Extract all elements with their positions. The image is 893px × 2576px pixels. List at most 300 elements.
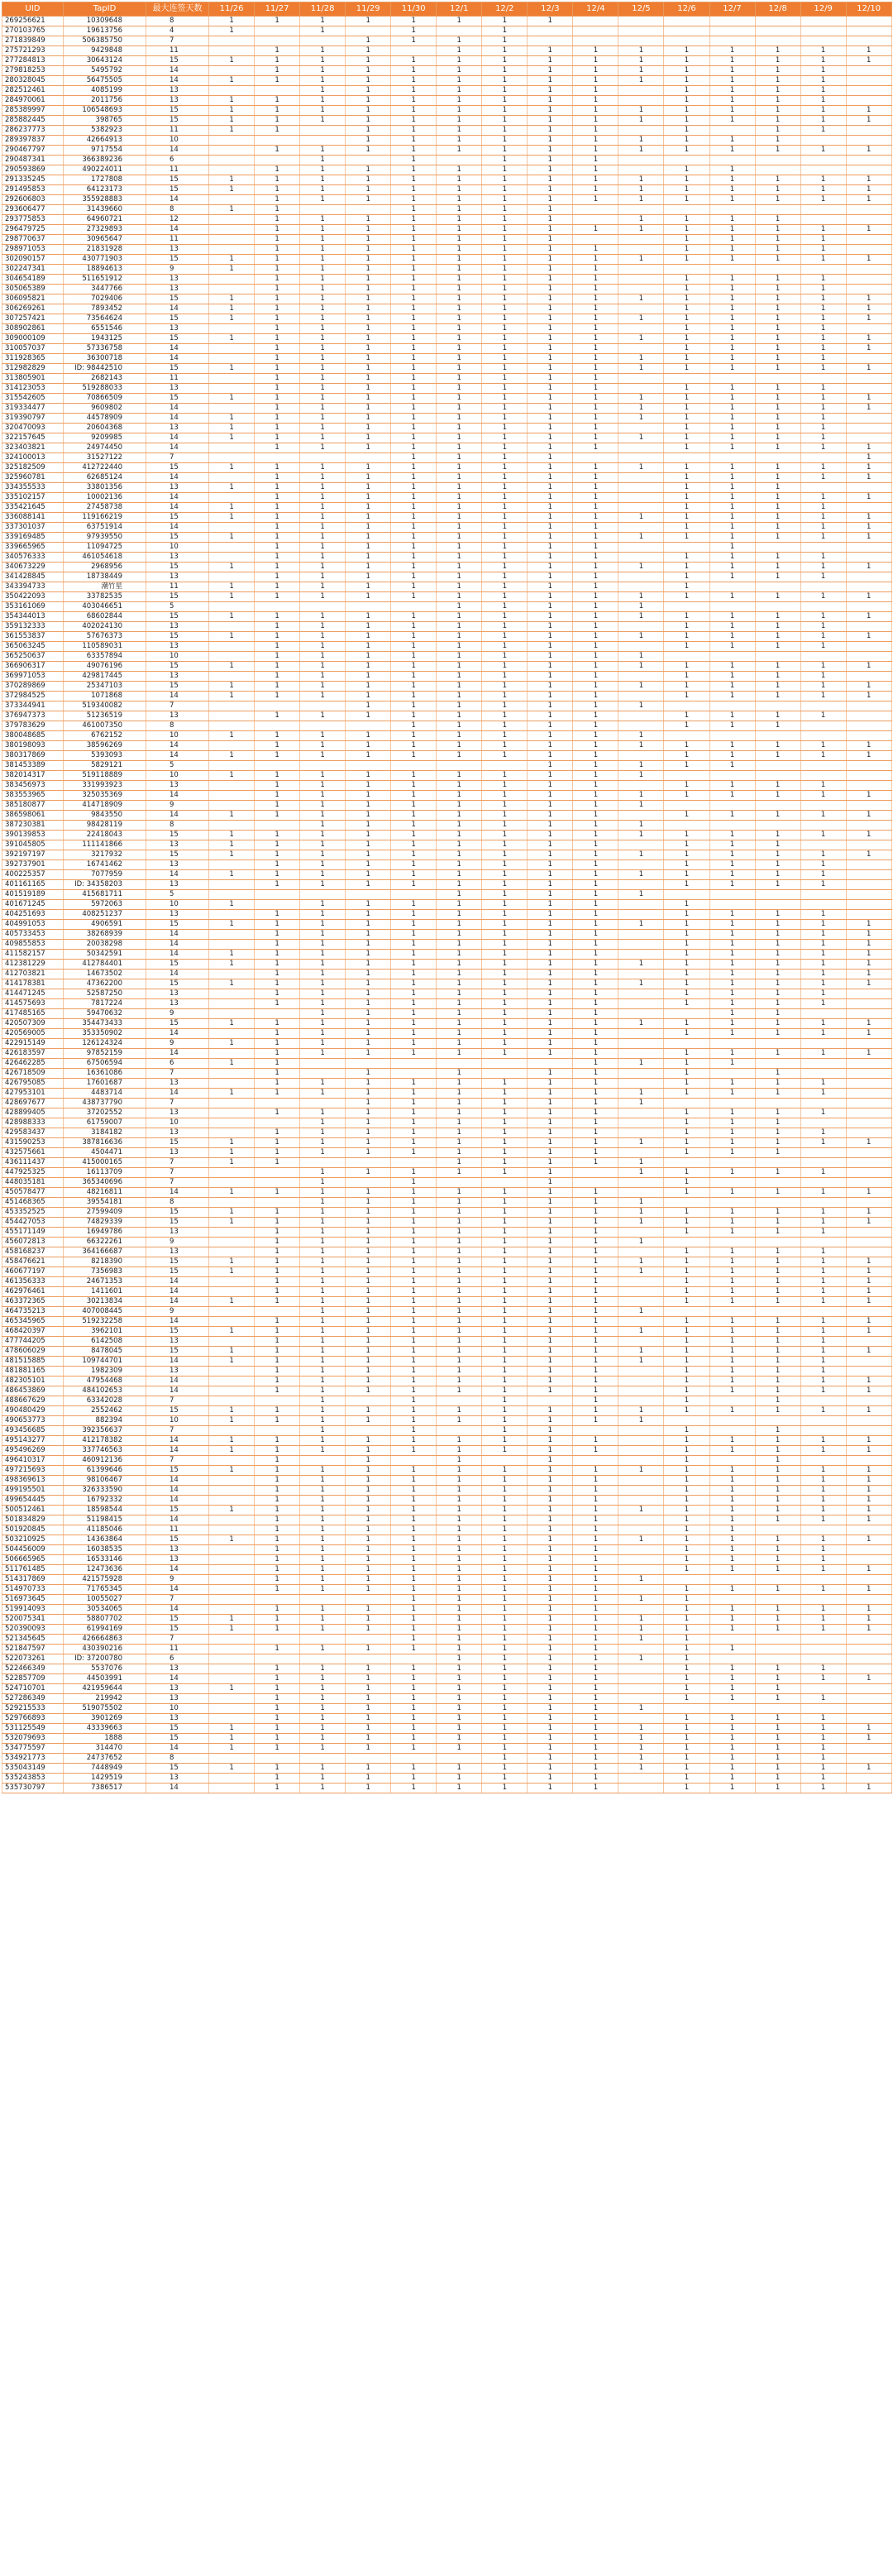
cell-sign-in: 1 (528, 751, 573, 761)
cell-sign-in (755, 165, 800, 175)
cell-sign-in: 1 (209, 979, 255, 989)
cell-sign-in: 1 (437, 642, 482, 652)
cell-sign-in: 1 (300, 66, 346, 76)
cell-sign-in: 1 (846, 1446, 891, 1456)
cell-sign-in: 1 (846, 979, 891, 989)
cell-tapid: 9609802 (64, 404, 146, 414)
cell-sign-in (755, 156, 800, 165)
cell-sign-in: 1 (846, 1317, 891, 1327)
cell-sign-in: 1 (346, 1069, 391, 1079)
cell-sign-in: 1 (437, 1218, 482, 1228)
cell-sign-in: 1 (573, 513, 618, 523)
cell-sign-in: 1 (755, 185, 800, 195)
cell-sign-in: 1 (709, 275, 755, 285)
cell-sign-in: 1 (391, 1377, 437, 1386)
cell-sign-in: 1 (255, 672, 300, 682)
cell-tapid: 20038298 (64, 940, 146, 950)
cell-sign-in: 1 (800, 1515, 846, 1525)
cell-tapid: 63342028 (64, 1396, 146, 1406)
cell-sign-in: 1 (528, 1198, 573, 1208)
cell-sign-in: 1 (300, 553, 346, 563)
cell-sign-in (618, 1784, 664, 1793)
cell-sign-in: 1 (800, 146, 846, 156)
table-row (2, 950, 892, 960)
cell-sign-in: 1 (346, 533, 391, 543)
cell-uid: 412381229 (2, 960, 64, 970)
cell-sign-in: 1 (209, 433, 255, 443)
cell-uid: 531125549 (2, 1724, 64, 1734)
cell-sign-in: 1 (209, 314, 255, 324)
cell-sign-in (800, 543, 846, 553)
cell-sign-in: 1 (664, 463, 709, 473)
cell-sign-in: 1 (573, 146, 618, 156)
cell-sign-in: 1 (573, 304, 618, 314)
cell-sign-in (846, 1684, 891, 1694)
cell-sign-in (664, 156, 709, 165)
cell-sign-in: 1 (664, 424, 709, 433)
cell-sign-in (846, 265, 891, 275)
table-row (2, 26, 892, 36)
cell-sign-in: 1 (391, 1734, 437, 1744)
cell-sign-in: 1 (391, 195, 437, 205)
cell-sign-in: 1 (528, 940, 573, 950)
table-row (2, 523, 892, 533)
cell-sign-in: 1 (255, 1446, 300, 1456)
cell-sign-in: 1 (573, 553, 618, 563)
cell-sign-in: 1 (391, 1089, 437, 1099)
cell-sign-in: 1 (528, 821, 573, 831)
cell-sign-in: 1 (209, 1089, 255, 1099)
cell-tapid: 408251237 (64, 910, 146, 920)
cell-sign-in: 1 (846, 533, 891, 543)
cell-sign-in: 1 (255, 1784, 300, 1793)
cell-sign-in (846, 1108, 891, 1118)
cell-sign-in (618, 999, 664, 1009)
cell-sign-in: 1 (482, 1734, 528, 1744)
cell-sign-in: 1 (391, 1188, 437, 1198)
cell-uid: 468420397 (2, 1327, 64, 1337)
cell-sign-in: 1 (664, 314, 709, 324)
cell-max-streak: 14 (146, 225, 209, 235)
header-tapid: TapID (64, 2, 146, 17)
cell-sign-in: 1 (346, 771, 391, 781)
cell-sign-in: 1 (755, 394, 800, 404)
cell-sign-in: 1 (346, 463, 391, 473)
cell-sign-in: 1 (391, 1476, 437, 1486)
cell-sign-in: 1 (391, 1257, 437, 1267)
cell-sign-in: 1 (800, 404, 846, 414)
cell-sign-in (709, 1416, 755, 1426)
cell-sign-in (846, 285, 891, 294)
cell-sign-in: 1 (391, 235, 437, 245)
cell-sign-in: 1 (437, 66, 482, 76)
cell-sign-in: 1 (709, 1525, 755, 1535)
cell-sign-in: 1 (709, 66, 755, 76)
cell-sign-in: 1 (755, 1764, 800, 1774)
cell-sign-in: 1 (664, 275, 709, 285)
cell-sign-in: 1 (664, 910, 709, 920)
cell-sign-in: 1 (800, 56, 846, 66)
cell-sign-in: 1 (482, 453, 528, 463)
cell-max-streak: 15 (146, 294, 209, 304)
cell-sign-in: 1 (482, 334, 528, 344)
cell-sign-in: 1 (664, 1138, 709, 1148)
cell-sign-in (846, 1168, 891, 1178)
table-row (2, 672, 892, 682)
cell-max-streak: 7 (146, 36, 209, 46)
cell-sign-in: 1 (618, 632, 664, 642)
cell-max-streak: 14 (146, 1585, 209, 1595)
cell-sign-in: 1 (482, 1774, 528, 1784)
cell-sign-in: 1 (618, 602, 664, 612)
cell-max-streak: 6 (146, 1654, 209, 1664)
table-row (2, 1595, 892, 1605)
cell-sign-in (573, 1426, 618, 1436)
cell-sign-in: 1 (709, 384, 755, 394)
cell-max-streak: 15 (146, 255, 209, 265)
cell-sign-in (346, 1158, 391, 1168)
cell-sign-in: 1 (800, 1664, 846, 1674)
cell-sign-in: 1 (528, 1605, 573, 1615)
cell-sign-in (209, 880, 255, 890)
cell-sign-in: 1 (482, 424, 528, 433)
cell-sign-in: 1 (300, 245, 346, 255)
cell-sign-in: 1 (800, 960, 846, 970)
cell-sign-in: 1 (664, 1436, 709, 1446)
cell-sign-in (709, 582, 755, 592)
cell-sign-in: 1 (209, 1764, 255, 1774)
cell-sign-in: 1 (709, 1684, 755, 1694)
cell-sign-in: 1 (300, 1605, 346, 1615)
cell-sign-in: 1 (755, 1029, 800, 1039)
cell-sign-in: 1 (709, 811, 755, 821)
cell-sign-in: 1 (437, 1664, 482, 1674)
cell-sign-in: 1 (300, 1307, 346, 1317)
cell-max-streak: 14 (146, 692, 209, 701)
cell-sign-in: 1 (300, 1317, 346, 1327)
cell-sign-in: 1 (300, 1515, 346, 1525)
cell-sign-in: 1 (255, 920, 300, 930)
cell-sign-in: 1 (573, 1158, 618, 1168)
cell-sign-in: 1 (800, 751, 846, 761)
cell-sign-in (255, 900, 300, 910)
cell-sign-in: 1 (846, 1565, 891, 1575)
cell-sign-in: 1 (528, 1575, 573, 1585)
cell-tapid: 4085199 (64, 86, 146, 96)
cell-sign-in: 1 (300, 493, 346, 503)
table-row (2, 1684, 892, 1694)
cell-sign-in (755, 1307, 800, 1317)
cell-sign-in (255, 26, 300, 36)
cell-sign-in: 1 (573, 1406, 618, 1416)
cell-sign-in (618, 1605, 664, 1615)
cell-sign-in: 1 (664, 1694, 709, 1704)
cell-sign-in (846, 235, 891, 245)
cell-sign-in: 1 (573, 1545, 618, 1555)
cell-sign-in: 1 (255, 1436, 300, 1446)
cell-max-streak: 14 (146, 1605, 209, 1615)
cell-sign-in: 1 (800, 1466, 846, 1476)
cell-sign-in: 1 (709, 682, 755, 692)
cell-sign-in: 1 (300, 1535, 346, 1545)
cell-sign-in: 1 (755, 1218, 800, 1228)
cell-uid: 293606477 (2, 205, 64, 215)
cell-sign-in: 1 (709, 1674, 755, 1684)
cell-sign-in: 1 (846, 255, 891, 265)
cell-sign-in: 1 (573, 801, 618, 811)
cell-sign-in: 1 (482, 999, 528, 1009)
cell-sign-in (664, 801, 709, 811)
cell-sign-in: 1 (528, 1228, 573, 1238)
cell-sign-in: 1 (664, 1277, 709, 1287)
cell-sign-in: 1 (300, 910, 346, 920)
cell-sign-in: 1 (709, 215, 755, 225)
cell-sign-in: 1 (528, 1496, 573, 1506)
cell-sign-in: 1 (300, 265, 346, 275)
cell-sign-in (846, 771, 891, 781)
cell-sign-in: 1 (300, 1615, 346, 1625)
cell-sign-in (437, 1426, 482, 1436)
cell-max-streak: 15 (146, 1466, 209, 1476)
cell-sign-in: 1 (346, 1446, 391, 1456)
cell-sign-in: 1 (755, 1128, 800, 1138)
cell-max-streak: 9 (146, 1575, 209, 1585)
cell-sign-in: 1 (437, 821, 482, 831)
cell-sign-in: 1 (573, 970, 618, 979)
cell-max-streak: 13 (146, 96, 209, 106)
cell-max-streak: 15 (146, 831, 209, 840)
cell-sign-in: 1 (618, 136, 664, 146)
cell-sign-in (346, 156, 391, 165)
cell-sign-in: 1 (346, 701, 391, 711)
table-row (2, 1386, 892, 1396)
table-row (2, 1059, 892, 1069)
cell-sign-in: 1 (437, 960, 482, 970)
cell-sign-in (300, 701, 346, 711)
cell-sign-in: 1 (437, 1506, 482, 1515)
cell-sign-in: 1 (391, 344, 437, 354)
cell-sign-in: 1 (755, 1426, 800, 1436)
table-row (2, 1069, 892, 1079)
cell-sign-in: 1 (391, 582, 437, 592)
cell-sign-in (618, 453, 664, 463)
cell-sign-in: 1 (482, 701, 528, 711)
cell-sign-in: 1 (528, 453, 573, 463)
cell-sign-in: 1 (437, 1238, 482, 1247)
cell-max-streak: 14 (146, 870, 209, 880)
cell-tapid: 412722440 (64, 463, 146, 473)
cell-sign-in: 1 (800, 1476, 846, 1486)
cell-sign-in: 1 (709, 255, 755, 265)
cell-sign-in: 1 (346, 652, 391, 662)
cell-sign-in (255, 1396, 300, 1406)
cell-max-streak: 15 (146, 185, 209, 195)
cell-sign-in: 1 (664, 116, 709, 126)
cell-sign-in: 1 (437, 1674, 482, 1684)
cell-sign-in: 1 (391, 930, 437, 940)
cell-sign-in: 1 (709, 791, 755, 801)
cell-sign-in: 1 (255, 1188, 300, 1198)
cell-sign-in: 1 (800, 1625, 846, 1635)
cell-sign-in: 1 (391, 1714, 437, 1724)
cell-sign-in: 1 (346, 811, 391, 821)
cell-sign-in: 1 (255, 513, 300, 523)
cell-tapid: 27599409 (64, 1208, 146, 1218)
cell-sign-in: 1 (573, 950, 618, 960)
cell-sign-in (709, 1178, 755, 1188)
table-row (2, 503, 892, 513)
cell-sign-in (846, 414, 891, 424)
cell-sign-in: 1 (300, 1545, 346, 1555)
cell-sign-in (618, 1525, 664, 1535)
cell-sign-in: 1 (437, 1416, 482, 1426)
cell-sign-in: 1 (482, 275, 528, 285)
cell-uid: 335421645 (2, 503, 64, 513)
cell-uid: 383553965 (2, 791, 64, 801)
cell-sign-in: 1 (528, 652, 573, 662)
cell-sign-in: 1 (209, 394, 255, 404)
cell-sign-in: 1 (346, 1496, 391, 1506)
cell-uid: 493456685 (2, 1426, 64, 1436)
cell-sign-in (846, 1178, 891, 1188)
cell-sign-in: 1 (528, 1744, 573, 1754)
cell-sign-in (346, 453, 391, 463)
cell-sign-in: 1 (482, 96, 528, 106)
cell-tapid: 39554181 (64, 1198, 146, 1208)
cell-sign-in: 1 (300, 592, 346, 602)
cell-sign-in: 1 (255, 414, 300, 424)
cell-sign-in: 1 (437, 1257, 482, 1267)
cell-max-streak: 14 (146, 473, 209, 483)
cell-sign-in (755, 1198, 800, 1208)
cell-sign-in: 1 (437, 146, 482, 156)
cell-sign-in: 1 (755, 294, 800, 304)
cell-sign-in (664, 543, 709, 553)
cell-sign-in: 1 (618, 185, 664, 195)
table-row (2, 126, 892, 136)
cell-sign-in: 1 (482, 1099, 528, 1108)
cell-sign-in: 1 (346, 1009, 391, 1019)
cell-sign-in: 1 (800, 1317, 846, 1327)
cell-sign-in: 1 (755, 1714, 800, 1724)
cell-sign-in: 1 (528, 165, 573, 175)
cell-sign-in: 1 (391, 116, 437, 126)
cell-sign-in: 1 (300, 1466, 346, 1476)
cell-sign-in: 1 (664, 433, 709, 443)
cell-sign-in: 1 (528, 1208, 573, 1218)
cell-max-streak: 10 (146, 900, 209, 910)
cell-sign-in: 1 (800, 503, 846, 513)
cell-sign-in: 1 (437, 1158, 482, 1168)
cell-sign-in: 1 (437, 1764, 482, 1774)
cell-sign-in: 1 (528, 1079, 573, 1089)
cell-sign-in: 1 (346, 1456, 391, 1466)
cell-sign-in: 1 (528, 1069, 573, 1079)
cell-uid: 499654445 (2, 1496, 64, 1506)
cell-sign-in: 1 (573, 1704, 618, 1714)
cell-sign-in: 1 (437, 46, 482, 56)
cell-sign-in: 1 (755, 493, 800, 503)
cell-sign-in: 1 (346, 1625, 391, 1635)
cell-sign-in: 1 (209, 1059, 255, 1069)
cell-sign-in: 1 (800, 741, 846, 751)
cell-sign-in: 1 (482, 642, 528, 652)
cell-sign-in: 1 (391, 1118, 437, 1128)
cell-sign-in: 1 (209, 1684, 255, 1694)
cell-sign-in: 1 (391, 1317, 437, 1327)
cell-uid: 324100013 (2, 453, 64, 463)
cell-sign-in: 1 (528, 979, 573, 989)
cell-sign-in: 1 (346, 870, 391, 880)
cell-sign-in: 1 (300, 999, 346, 1009)
table-row (2, 781, 892, 791)
cell-sign-in: 1 (573, 1724, 618, 1734)
table-row (2, 592, 892, 602)
cell-sign-in: 1 (300, 1377, 346, 1386)
table-row (2, 940, 892, 950)
cell-sign-in: 1 (618, 701, 664, 711)
cell-uid: 501834829 (2, 1515, 64, 1525)
cell-sign-in: 1 (255, 215, 300, 225)
cell-tapid: 47954468 (64, 1377, 146, 1386)
cell-tapid: 10309648 (64, 17, 146, 26)
table-row (2, 761, 892, 771)
cell-sign-in: 1 (846, 1218, 891, 1228)
cell-sign-in: 1 (755, 1208, 800, 1218)
cell-sign-in: 1 (664, 1208, 709, 1218)
cell-sign-in: 1 (528, 394, 573, 404)
cell-uid: 496410317 (2, 1456, 64, 1466)
cell-uid: 339169485 (2, 533, 64, 543)
cell-sign-in (846, 1128, 891, 1138)
cell-sign-in: 1 (391, 136, 437, 146)
cell-sign-in: 1 (255, 344, 300, 354)
cell-sign-in: 1 (528, 1089, 573, 1099)
cell-sign-in: 1 (482, 592, 528, 602)
cell-sign-in (437, 156, 482, 165)
table-row (2, 195, 892, 205)
cell-sign-in: 1 (846, 563, 891, 572)
cell-max-streak: 11 (146, 374, 209, 384)
cell-max-streak: 14 (146, 433, 209, 443)
cell-sign-in: 1 (755, 1019, 800, 1029)
cell-sign-in: 1 (755, 1515, 800, 1525)
cell-sign-in: 1 (846, 1605, 891, 1615)
cell-sign-in (800, 1307, 846, 1317)
cell-sign-in: 1 (482, 1635, 528, 1645)
table-row (2, 374, 892, 384)
table-row (2, 1138, 892, 1148)
cell-sign-in: 1 (664, 850, 709, 860)
cell-uid: 535243853 (2, 1774, 64, 1784)
cell-sign-in: 1 (437, 374, 482, 384)
cell-sign-in: 1 (255, 930, 300, 940)
table-row (2, 1545, 892, 1555)
cell-uid: 520075341 (2, 1615, 64, 1625)
cell-sign-in (300, 136, 346, 146)
cell-sign-in: 1 (755, 513, 800, 523)
cell-sign-in: 1 (437, 999, 482, 1009)
cell-sign-in: 1 (255, 1247, 300, 1257)
cell-sign-in (300, 1069, 346, 1079)
cell-sign-in: 1 (346, 791, 391, 801)
cell-sign-in (255, 1426, 300, 1436)
cell-sign-in: 1 (437, 1555, 482, 1565)
cell-sign-in: 1 (437, 771, 482, 781)
cell-sign-in: 1 (709, 294, 755, 304)
table-row (2, 294, 892, 304)
cell-sign-in: 1 (573, 1486, 618, 1496)
